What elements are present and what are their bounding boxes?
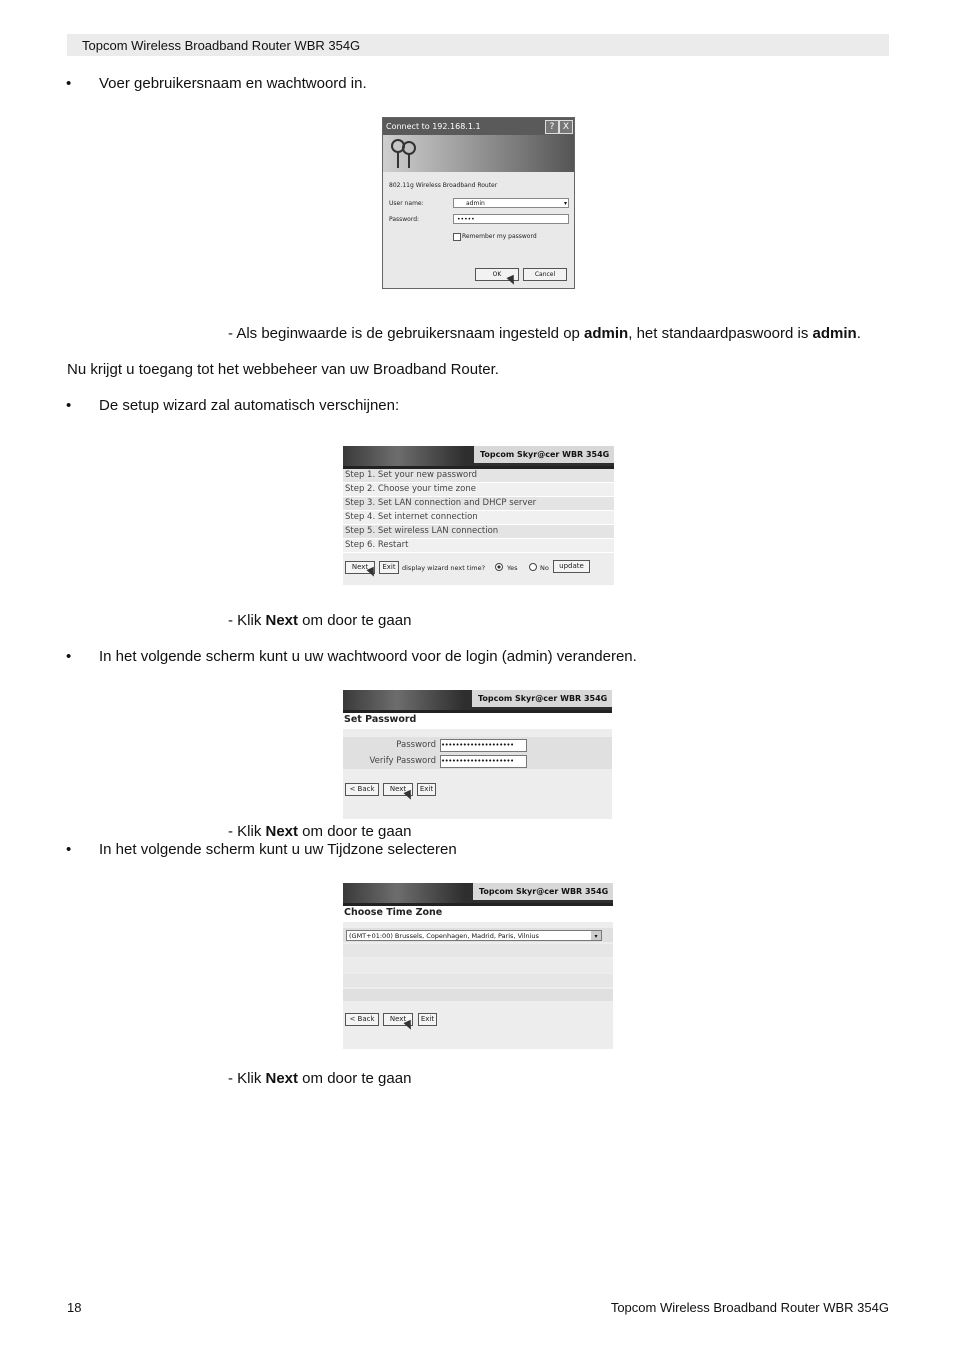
wizard-brand: Topcom Skyr@cer WBR 354G <box>472 690 612 707</box>
mouse-cursor-icon <box>366 567 377 579</box>
remember-checkbox[interactable] <box>453 233 461 241</box>
bullet-text-password: In het volgende scherm kunt u uw wachtwoord voor de login (admin) veranderen. <box>99 648 637 665</box>
yes-radio[interactable] <box>495 563 503 571</box>
list-item: Step 3. Set LAN connection and DHCP server <box>343 497 614 511</box>
wizard-steps <box>343 469 614 553</box>
wizard-brand: Topcom Skyr@cer WBR 354G <box>474 446 614 463</box>
dialog-banner <box>383 135 574 172</box>
bullet-symbol: • <box>66 75 72 92</box>
header-title: Topcom Wireless Broadband Router WBR 354G <box>82 38 361 53</box>
bullet-text-timezone: In het volgende scherm kunt u uw Tijdzone selecteren <box>99 841 457 858</box>
list-item: Step 4. Set internet connection <box>343 511 614 525</box>
list-item: Step 5. Set wireless LAN connection <box>343 525 614 539</box>
access-paragraph: Nu krijgt u toegang tot het webbeheer van uw Broadband Router. <box>67 361 499 378</box>
panel-title: Set Password <box>343 713 612 729</box>
keys-icon <box>389 137 419 171</box>
wizard-screenshot <box>343 446 614 585</box>
user-name-label: User name: <box>389 200 424 207</box>
wizard-banner <box>343 690 612 710</box>
bullet-symbol: • <box>66 397 72 414</box>
verify-password-label: Verify Password <box>369 756 436 766</box>
bullet-text-wizard: De setup wizard zal automatisch verschijnen: <box>99 397 400 414</box>
wizard-banner <box>343 883 613 903</box>
bullet-symbol: • <box>66 648 72 665</box>
password-field[interactable]: ••••• <box>453 214 569 224</box>
list-item: Step 6. Restart <box>343 539 614 553</box>
verify-password-input[interactable]: •••••••••••••••••••• <box>440 755 527 768</box>
set-password-screenshot <box>343 690 612 819</box>
password-label: Password <box>396 740 436 750</box>
update-button[interactable]: update <box>553 560 590 573</box>
password-input[interactable]: •••••••••••••••••••• <box>440 739 527 752</box>
close-button[interactable]: X <box>559 120 573 134</box>
ok-button[interactable]: OK <box>475 268 519 281</box>
page-number: 18 <box>67 1300 82 1315</box>
back-button[interactable]: < Back <box>345 1013 379 1026</box>
cancel-button[interactable]: Cancel <box>523 268 567 281</box>
list-item: Step 1. Set your new password <box>343 469 614 483</box>
exit-button[interactable]: Exit <box>418 1013 437 1026</box>
bullet-symbol: • <box>66 841 72 858</box>
dialog-titlebar <box>383 118 574 135</box>
help-button[interactable]: ? <box>545 120 559 134</box>
next-button[interactable]: Next <box>345 561 375 574</box>
exit-button[interactable]: Exit <box>379 561 399 574</box>
no-radio[interactable] <box>529 563 537 571</box>
time-zone-select[interactable]: (GMT+01:00) Brussels, Copenhagen, Madrid, Paris, Vilnius ▾ <box>346 930 602 941</box>
exit-button[interactable]: Exit <box>417 783 436 796</box>
bullet-text-credentials: Voer gebruikersnaam en wachtwoord in. <box>99 75 367 92</box>
no-label: No <box>540 564 549 572</box>
next-instruction: - Klik Next om door te gaan <box>228 612 412 629</box>
page-header <box>67 34 889 56</box>
next-instruction: - Klik Next om door te gaan <box>228 823 412 840</box>
next-button[interactable]: Next <box>383 783 413 796</box>
remember-label: Remember my password <box>462 233 537 240</box>
verify-row <box>343 753 612 769</box>
user-name-field[interactable]: admin ▾ <box>453 198 569 208</box>
list-item: Step 2. Choose your time zone <box>343 483 614 497</box>
time-zone-screenshot <box>343 883 613 1049</box>
next-button[interactable]: Next <box>383 1013 413 1026</box>
password-label: Password: <box>389 216 420 223</box>
wizard-brand: Topcom Skyr@cer WBR 354G <box>473 883 613 900</box>
chevron-down-icon[interactable]: ▾ <box>591 931 601 940</box>
device-name: 802.11g Wireless Broadband Router <box>389 182 498 189</box>
next-instruction: - Klik Next om door te gaan <box>228 1070 412 1087</box>
dialog-title: Connect to 192.168.1.1 <box>386 122 481 131</box>
wizard-banner <box>343 446 614 466</box>
footer-title: Topcom Wireless Broadband Router WBR 354G <box>610 1300 889 1315</box>
panel-title: Choose Time Zone <box>343 906 613 922</box>
display-question: display wizard next time? <box>402 564 486 572</box>
admin-note: - Als beginwaarde is de gebruikersnaam ingesteld op admin, het standaardpaswoord is admin. <box>228 325 861 342</box>
login-dialog-screenshot <box>382 117 575 289</box>
chevron-down-icon[interactable]: ▾ <box>563 200 567 207</box>
yes-label: Yes <box>507 564 518 572</box>
password-row <box>343 737 612 753</box>
back-button[interactable]: < Back <box>345 783 379 796</box>
